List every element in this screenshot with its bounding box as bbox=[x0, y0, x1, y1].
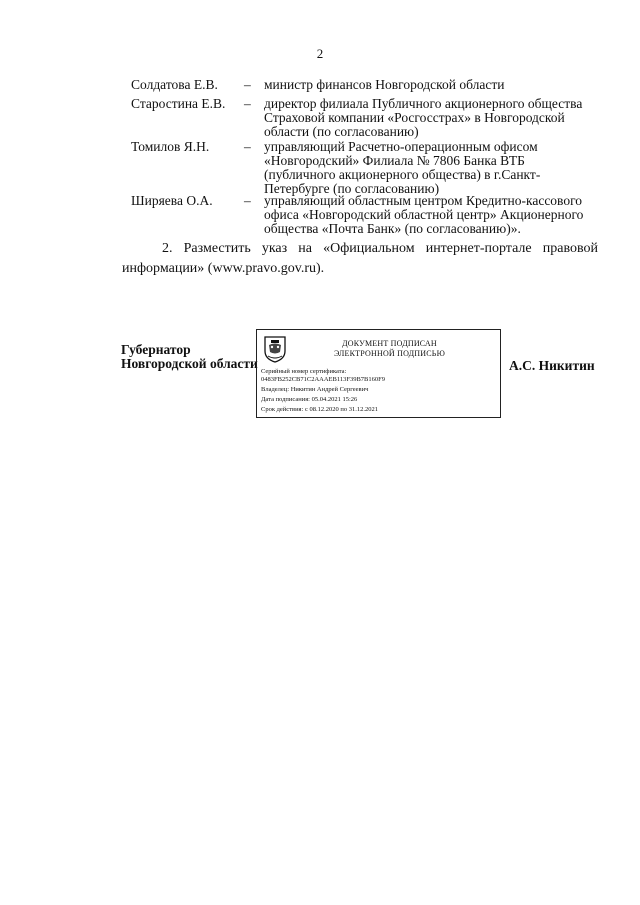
member-name: Солдатова Е.В. bbox=[131, 77, 218, 92]
electronic-signature-stamp bbox=[256, 329, 501, 418]
signature-title-line1: ДОКУМЕНТ ПОДПИСАН bbox=[342, 339, 437, 348]
validity: Срок действия: с 08.12.2020 по 31.12.2021 bbox=[261, 406, 378, 413]
governor-title-line2: Новгородской области bbox=[121, 356, 258, 371]
member-name: Ширяева О.А. bbox=[131, 193, 213, 208]
member-role: министр финансов Новгородской области bbox=[264, 77, 505, 92]
signed-date: Дата подписания: 05.04.2021 15:26 bbox=[261, 396, 358, 403]
serial-label: Серийный номер сертификата: bbox=[261, 368, 347, 375]
member-dash: – bbox=[244, 139, 251, 154]
member-dash: – bbox=[244, 77, 251, 92]
member-role: директор филиала Публичного акционерного общества Страховой компании «Росгосстрах» в Новгородской области (по согласованию) bbox=[264, 96, 583, 139]
page-number: 2 bbox=[316, 46, 324, 61]
governor-title-line1: Губернатор bbox=[121, 342, 191, 357]
member-role: управляющий Расчетно-операционным офисом «Новгородский» Филиала № 7806 Банка ВТБ (публичного акционерного общества) в г.Санкт-Петербурге (по согласованию) bbox=[264, 139, 541, 196]
member-dash: – bbox=[244, 96, 251, 111]
signer-name: А.С. Никитин bbox=[509, 358, 595, 373]
coat-of-arms-icon bbox=[262, 335, 288, 363]
owner: Владелец: Никитин Андрей Сергеевич bbox=[261, 386, 369, 393]
body-paragraph: 2. Разместить указ на «Официальном интернет-портале правовой информации» (www.pravo.gov.ru). bbox=[122, 241, 598, 276]
member-dash: – bbox=[244, 193, 251, 208]
signature-title-line2: ЭЛЕКТРОННОЙ ПОДПИСЬЮ bbox=[333, 349, 446, 358]
governor-title bbox=[121, 343, 258, 371]
member-name: Старостина Е.В. bbox=[131, 96, 226, 111]
member-role: управляющий областным центром Кредитно-кассового офиса «Новгородский областной центр» Акционерного общества «Почта Банк» (по согласованию)». bbox=[264, 193, 584, 236]
signature-title bbox=[297, 339, 482, 359]
member-name: Томилов Я.Н. bbox=[131, 139, 210, 154]
serial-number: 0483FB252CB71C2AAAEB113F39B7B160F9 bbox=[261, 376, 386, 383]
